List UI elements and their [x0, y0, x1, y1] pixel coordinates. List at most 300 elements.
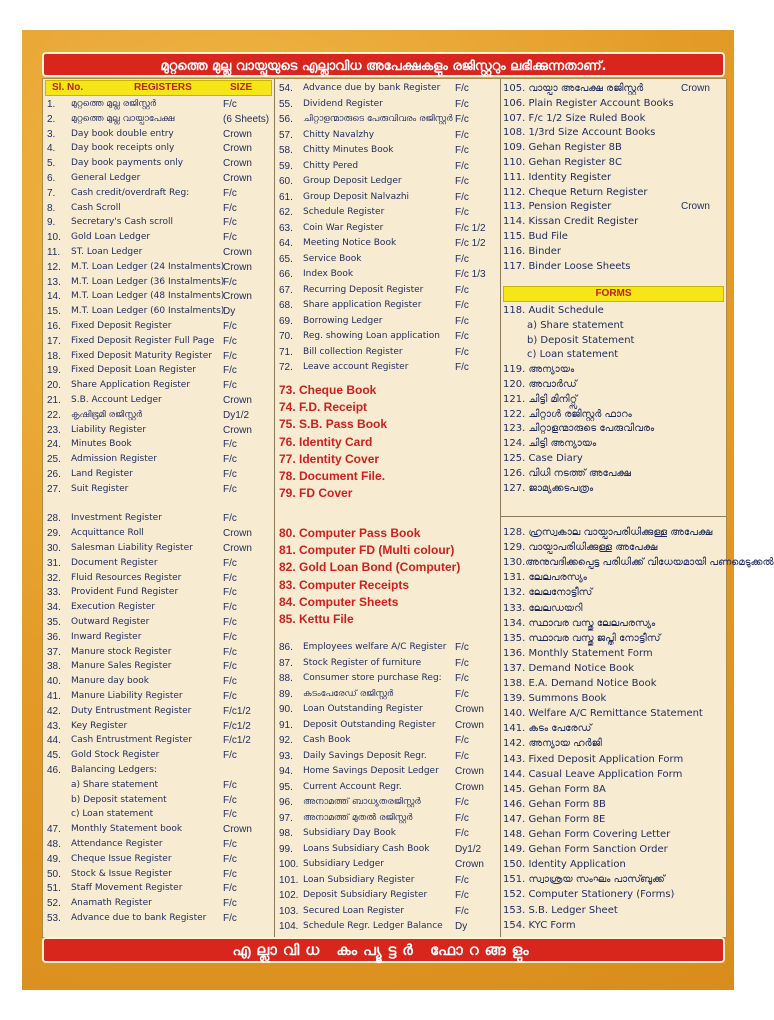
list-item: [47, 482, 272, 497]
list-item: [47, 837, 272, 852]
list-item: [503, 214, 724, 229]
item-title: 132. ലേലനോട്ടീസ്: [503, 587, 593, 599]
item-title: 110. Gehan Register 8C: [503, 157, 623, 168]
item-number: 45.: [47, 750, 61, 762]
item-title: Current Account Regr.: [303, 781, 402, 792]
item-number: 90.: [279, 704, 293, 715]
item-title: 126. വിധി നടത്ത് അപേക്ഷ: [503, 467, 632, 479]
item-size: F/c 1/2: [455, 238, 486, 249]
item-size: F/c: [223, 335, 237, 347]
list-item: [279, 205, 498, 220]
list-item: [279, 919, 498, 934]
item-title: Suit Register: [71, 483, 129, 494]
item-number: 68.: [279, 300, 293, 311]
item-number: 6.: [47, 173, 56, 184]
item-size: Crown: [455, 719, 484, 731]
list-item: [503, 525, 724, 540]
item-number: 23.: [47, 424, 61, 436]
highlighted-item: 83. Computer Receipts: [279, 577, 410, 592]
list-item: [47, 896, 272, 911]
list-item: [279, 345, 498, 360]
item-number: 92.: [279, 735, 293, 746]
item-size: F/c: [223, 454, 237, 466]
item-size: F/c: [223, 617, 237, 628]
item-title: 116. Binder: [503, 245, 562, 257]
item-number: 52.: [47, 898, 61, 910]
highlighted-item: 85. Kettu File: [279, 612, 354, 626]
item-size: F/c: [455, 750, 469, 762]
item-size: F/c: [455, 83, 469, 94]
item-title: 148. Gehan Form Covering Letter: [503, 829, 671, 840]
list-item: [279, 857, 498, 872]
item-number: 3.: [47, 128, 56, 140]
item-title: Attendance Register: [71, 839, 163, 849]
item-title: 115. Bud File: [503, 231, 568, 242]
item-title: ചിറ്റാളന്മാരുടെ പേരുവിവരം രജിസ്റ്റർ: [303, 114, 453, 124]
list-item: [503, 170, 724, 185]
item-size: F/c: [223, 469, 237, 480]
list-item: [503, 812, 724, 827]
item-number: 100.: [279, 859, 299, 870]
item-number: 4.: [47, 143, 56, 155]
item-title: മുറ്റത്തെ മുല്ല രജിസ്റ്റർ: [71, 99, 157, 109]
item-title: Chitty Pered: [303, 160, 359, 171]
item-number: 56.: [279, 114, 293, 125]
item-size: F/c: [455, 362, 469, 373]
list-item: [503, 111, 724, 126]
item-number: 99.: [279, 843, 293, 855]
item-size: F/c: [223, 661, 237, 673]
list-item: [503, 736, 724, 751]
list-item: [279, 826, 498, 841]
item-title: 141. കടം പേരേഡ്: [503, 723, 592, 735]
item-title: Day book receipts only: [71, 143, 175, 154]
item-number: 11.: [47, 247, 61, 258]
item-title: Recurring Deposit Register: [303, 284, 424, 295]
item-title: Duty Entrustment Register: [71, 705, 192, 716]
item-title: Staff Movement Register: [71, 883, 183, 894]
item-number: 41.: [47, 691, 61, 702]
item-title: Document Register: [71, 557, 158, 568]
item-number: 35.: [47, 617, 61, 628]
item-number: 102.: [279, 890, 299, 901]
item-title: Gold Stock Register: [71, 750, 160, 761]
item-title: Group Deposit Nalvazhi: [303, 191, 410, 202]
item-size: F/c: [223, 646, 237, 658]
list-item: [503, 451, 724, 466]
item-title: Fixed Deposit Register Full Page: [71, 335, 215, 346]
item-size: F/c: [223, 321, 237, 332]
list-item: [503, 842, 724, 857]
section-divider: [501, 516, 726, 517]
item-number: 60.: [279, 176, 293, 187]
list-item: [503, 199, 724, 214]
item-number: 22.: [47, 409, 61, 421]
item-size: Crown: [223, 261, 252, 273]
item-title: Reg. showing Loan application: [303, 331, 440, 341]
item-title: Secured Loan Register: [303, 905, 405, 916]
item-size: Crown: [223, 291, 252, 303]
list-item: [527, 318, 724, 333]
highlighted-item: 80. Computer Pass Book: [279, 526, 421, 540]
list-item: [47, 541, 272, 556]
list-item: [47, 437, 272, 452]
list-item: [279, 718, 498, 733]
list-item: [503, 887, 724, 902]
item-size: Crown: [223, 158, 252, 170]
item-title: Cash Entrustment Register: [71, 735, 193, 746]
list-item: [503, 676, 724, 691]
item-number: 48.: [47, 839, 61, 850]
list-item: [47, 452, 272, 467]
list-item: [47, 319, 272, 334]
list-item: [47, 363, 272, 378]
item-title: 138. E.A. Demand Notice Book: [503, 678, 657, 689]
item-size: (6 Sheets): [223, 113, 270, 125]
highlighted-item: 73. Cheque Book: [279, 383, 377, 397]
item-title: 154. KYC Form: [503, 919, 576, 931]
item-title: Balancing Ledgers:: [71, 765, 157, 775]
item-size: F/c: [223, 202, 237, 214]
list-item: [47, 260, 272, 275]
item-title: 145. Gehan Form 8A: [503, 783, 606, 795]
item-size: F/c: [455, 642, 469, 653]
list-item: [503, 857, 724, 872]
item-title: Advance due by bank Register: [303, 83, 441, 93]
list-item: [503, 259, 724, 274]
item-title: 119. അന്യായം: [503, 364, 575, 376]
list-item: [47, 230, 272, 245]
item-size: F/c: [455, 176, 469, 187]
list-item: [527, 333, 724, 348]
item-title: Loan Outstanding Register: [303, 704, 423, 714]
item-title: General Ledger: [71, 173, 141, 183]
item-number: 32.: [47, 572, 61, 584]
item-title: Fluid Resources Register: [71, 572, 182, 583]
item-number: 28.: [47, 513, 61, 525]
item-number: 2.: [47, 113, 56, 125]
item-size: Crown: [223, 173, 252, 184]
list-item: [47, 201, 272, 216]
item-number: 8.: [47, 202, 56, 214]
list-item: [47, 645, 272, 660]
highlighted-item: 77. Identity Cover: [279, 451, 380, 466]
item-title: 133. ലേലഡയറി: [503, 602, 583, 614]
item-number: 53.: [47, 913, 61, 924]
list-item: [47, 141, 272, 156]
list-item: [279, 640, 498, 655]
item-title: 140. Welfare A/C Remittance Statement: [503, 708, 703, 720]
item-title: Share application Register: [303, 300, 422, 310]
list-item: [47, 585, 272, 600]
item-title: Secretary's Cash scroll: [71, 217, 174, 228]
list-item: [47, 674, 272, 689]
list-item: [279, 780, 498, 795]
item-title: ST. Loan Ledger: [71, 247, 143, 257]
item-title: Key Register: [71, 720, 128, 731]
list-item: [47, 630, 272, 645]
item-size: Crown: [455, 859, 484, 870]
item-title: Schedule Regr. Ledger Balance: [303, 921, 443, 931]
list-item: [47, 881, 272, 896]
item-number: 5.: [47, 158, 56, 170]
item-title: Cheque Issue Register: [71, 853, 172, 864]
register-list-panel: [42, 78, 774, 938]
bottom-banner: എല്ലാവിധ കംപ്യൂട്ടർ ഫോറങ്ങളും: [42, 937, 725, 963]
item-size: F/c: [455, 284, 469, 296]
highlighted-item: 75. S.B. Pass Book: [279, 417, 388, 432]
item-title: Subsidiary Day Book: [303, 828, 396, 838]
item-size: F/c: [455, 129, 469, 141]
list-item: [503, 362, 724, 377]
item-title: a) Share statement: [527, 319, 624, 331]
item-title: Cash Book: [303, 735, 351, 745]
item-title: Schedule Register: [303, 207, 385, 217]
header-sl-no: Sl. No.: [52, 82, 84, 93]
item-title: 117. Binder Loose Sheets: [503, 260, 631, 272]
item-number: 66.: [279, 269, 293, 280]
item-number: 51.: [47, 883, 61, 895]
header-size: SIZE: [230, 82, 253, 93]
item-size: F/c: [455, 828, 469, 839]
item-number: 27.: [47, 483, 61, 495]
list-item: [279, 298, 498, 313]
list-item: [47, 215, 272, 230]
list-item: [47, 615, 272, 630]
item-number: 93.: [279, 750, 293, 762]
item-size: Dy: [223, 306, 236, 318]
list-item: [503, 782, 724, 797]
list-item: [279, 702, 498, 717]
item-size: F/c: [455, 688, 469, 700]
list-item: [47, 112, 272, 127]
item-number: 19.: [47, 365, 61, 377]
list-item: [279, 687, 498, 702]
list-item: [279, 811, 498, 826]
item-title: 128. ഹ്രസ്വകാല വായ്പാപരിധിക്കുള്ള അപേക്ഷ: [503, 527, 713, 538]
list-item: [47, 556, 272, 571]
item-number: 72.: [279, 362, 293, 373]
item-number: 54.: [279, 83, 293, 94]
item-title: S.B. Account Ledger: [71, 395, 162, 405]
item-title: Liability Register: [71, 424, 147, 435]
item-title: Day book payments only: [71, 158, 184, 169]
highlighted-item: 82. Gold Loan Bond (Computer): [279, 560, 461, 575]
item-size: F/c: [455, 300, 469, 311]
item-title: 107. F/c 1/2 Size Ruled Book: [503, 112, 646, 124]
list-item: [47, 793, 272, 808]
item-size: F/c: [223, 99, 237, 110]
item-title: 147. Gehan Form 8E: [503, 813, 606, 825]
item-size: F/c: [223, 809, 237, 821]
list-item: [503, 140, 724, 155]
item-title: Coin War Register: [303, 222, 384, 233]
list-item: [527, 347, 724, 362]
item-title: 137. Demand Notice Book: [503, 662, 635, 674]
item-size: F/c: [455, 812, 469, 824]
item-number: 62.: [279, 207, 293, 218]
item-size: Crown: [223, 128, 252, 140]
highlighted-item: 74. F.D. Receipt: [279, 400, 368, 415]
column-header: [45, 80, 272, 96]
item-number: 89.: [279, 688, 293, 700]
list-item: [503, 661, 724, 676]
item-title: 130.അനുവദിക്കപ്പെട്ട പരിധിക്ക് വിധേയമായി പണമെടുക്കൽ: [503, 557, 774, 569]
item-title: Deposit Outstanding Register: [303, 719, 436, 730]
item-number: 67.: [279, 284, 293, 296]
item-title: 136. Monthly Statement Form: [503, 647, 653, 659]
item-title: മുറ്റത്തെ മുല്ല വായ്പാപേക്ഷ: [71, 113, 175, 124]
list-item: [279, 656, 498, 671]
list-item: [47, 733, 272, 748]
item-title: Outward Register: [71, 617, 150, 627]
item-title: M.T. Loan Ledger (36 Instalments): [71, 276, 225, 287]
list-item: [47, 704, 272, 719]
item-size: F/c: [223, 572, 237, 584]
item-title: M.T. Loan Ledger (60 Instalments): [71, 306, 225, 317]
list-item: [503, 481, 724, 496]
list-item: [47, 408, 272, 423]
item-title: Loans Subsidiary Cash Book: [303, 843, 430, 854]
item-number: 98.: [279, 828, 293, 839]
item-number: 13.: [47, 276, 61, 288]
item-size: F/c: [223, 602, 237, 614]
item-size: F/c: [223, 232, 237, 244]
item-number: 58.: [279, 145, 293, 156]
header-registers: REGISTERS: [134, 82, 192, 93]
item-size: Crown: [455, 781, 484, 793]
item-title: 134. സ്ഥാവര വസ്തു ലേലപരസ്യം: [503, 617, 656, 629]
list-item: [47, 807, 272, 822]
registers-column-3: [501, 79, 774, 937]
item-number: 36.: [47, 631, 61, 643]
item-title: 109. Gehan Register 8B: [503, 142, 622, 154]
item-size: F/c: [455, 657, 469, 669]
list-item: [279, 360, 498, 375]
list-item: [47, 334, 272, 349]
list-item: [503, 540, 724, 555]
item-number: 14.: [47, 291, 61, 303]
item-number: 88.: [279, 673, 293, 684]
item-title: 122. ചിറ്റാൾ രജിസ്റ്റർ ഫാറം: [503, 408, 632, 420]
item-number: 69.: [279, 315, 293, 327]
item-title: c) Loan statement: [71, 809, 154, 820]
item-size: Crown: [681, 83, 710, 94]
highlighted-item: 84. Computer Sheets: [279, 594, 399, 609]
item-title: Index Book: [303, 269, 354, 279]
list-item: [47, 867, 272, 882]
item-number: 55.: [279, 98, 293, 110]
item-number: 26.: [47, 469, 61, 480]
item-size: F/c: [223, 853, 237, 865]
item-size: F/c: [223, 691, 237, 702]
item-title: Investment Register: [71, 513, 162, 524]
list-item: [279, 764, 498, 779]
item-number: 47.: [47, 824, 61, 836]
list-item: [503, 872, 724, 887]
item-size: Dy: [455, 921, 468, 932]
item-size: F/c: [223, 557, 237, 569]
item-title: 146. Gehan Form 8B: [503, 798, 606, 810]
item-title: 135. സ്ഥാവര വസ്തു ജപ്തി നോട്ടീസ്: [503, 632, 661, 644]
item-number: 91.: [279, 719, 293, 731]
item-title: b) Deposit Statement: [527, 334, 635, 346]
item-title: 105. വായ്പാ അപേക്ഷ രജിസ്റ്റർ: [503, 83, 644, 94]
item-number: 46.: [47, 765, 61, 776]
forms-header: FORMS: [503, 286, 724, 302]
item-size: F/c: [223, 750, 237, 762]
list-item: [279, 143, 498, 158]
item-title: Acquittance Roll: [71, 528, 144, 539]
item-title: Fixed Deposit Register: [71, 321, 172, 331]
highlighted-item: 79. FD Cover: [279, 486, 353, 501]
item-size: F/c: [455, 253, 469, 265]
item-size: F/c: [223, 631, 237, 643]
item-size: F/c: [455, 160, 469, 172]
item-size: F/c: [455, 346, 469, 358]
list-item: [503, 96, 724, 111]
list-item: [47, 763, 272, 778]
item-size: F/c: [455, 905, 469, 917]
item-size: Crown: [223, 824, 252, 836]
list-item: [279, 733, 498, 748]
item-size: F/c: [223, 483, 237, 495]
item-title: Loan Subsidiary Register: [303, 874, 415, 885]
list-item: [503, 407, 724, 422]
item-number: 17.: [47, 335, 61, 347]
item-number: 97.: [279, 812, 293, 824]
list-item: [47, 497, 272, 512]
item-title: കൃഷിഭൂമി രജിസ്റ്റർ: [71, 409, 143, 420]
list-item: [47, 748, 272, 763]
item-title: 108. 1/3rd Size Account Books: [503, 127, 656, 139]
item-title: Employees welfare A/C Register: [303, 642, 447, 652]
list-item: [47, 852, 272, 867]
list-item: [503, 436, 724, 451]
item-title: 125. Case Diary: [503, 453, 583, 464]
item-number: 70.: [279, 331, 293, 342]
list-item: [279, 174, 498, 189]
list-item: [279, 128, 498, 143]
item-size: F/c: [223, 839, 237, 850]
item-title: അനാമത്ത് മുതൽ രജിസ്റ്റർ: [303, 812, 413, 823]
list-item: [503, 81, 724, 96]
item-number: 61.: [279, 191, 293, 203]
item-size: Crown: [223, 528, 252, 540]
list-item: [503, 229, 724, 244]
list-item: [503, 303, 724, 318]
item-number: 31.: [47, 557, 61, 569]
item-title: 152. Computer Stationery (Forms): [503, 889, 675, 901]
item-number: 25.: [47, 454, 61, 466]
item-size: F/c: [223, 187, 237, 199]
item-title: Deposit Subsidiary Register: [303, 890, 428, 900]
list-item: [503, 616, 724, 631]
list-item: [279, 97, 498, 112]
item-title: Manure Sales Register: [71, 661, 172, 672]
item-number: 10.: [47, 232, 61, 244]
item-title: 112. Cheque Return Register: [503, 186, 648, 198]
item-number: 9.: [47, 217, 56, 229]
item-title: Anamath Register: [71, 898, 152, 909]
item-size: Crown: [455, 704, 484, 715]
item-size: F/c: [223, 380, 237, 392]
list-item: [279, 329, 498, 344]
item-size: F/c: [455, 673, 469, 684]
item-number: 24.: [47, 439, 61, 451]
item-size: Crown: [223, 543, 252, 554]
item-number: 1.: [47, 99, 56, 110]
